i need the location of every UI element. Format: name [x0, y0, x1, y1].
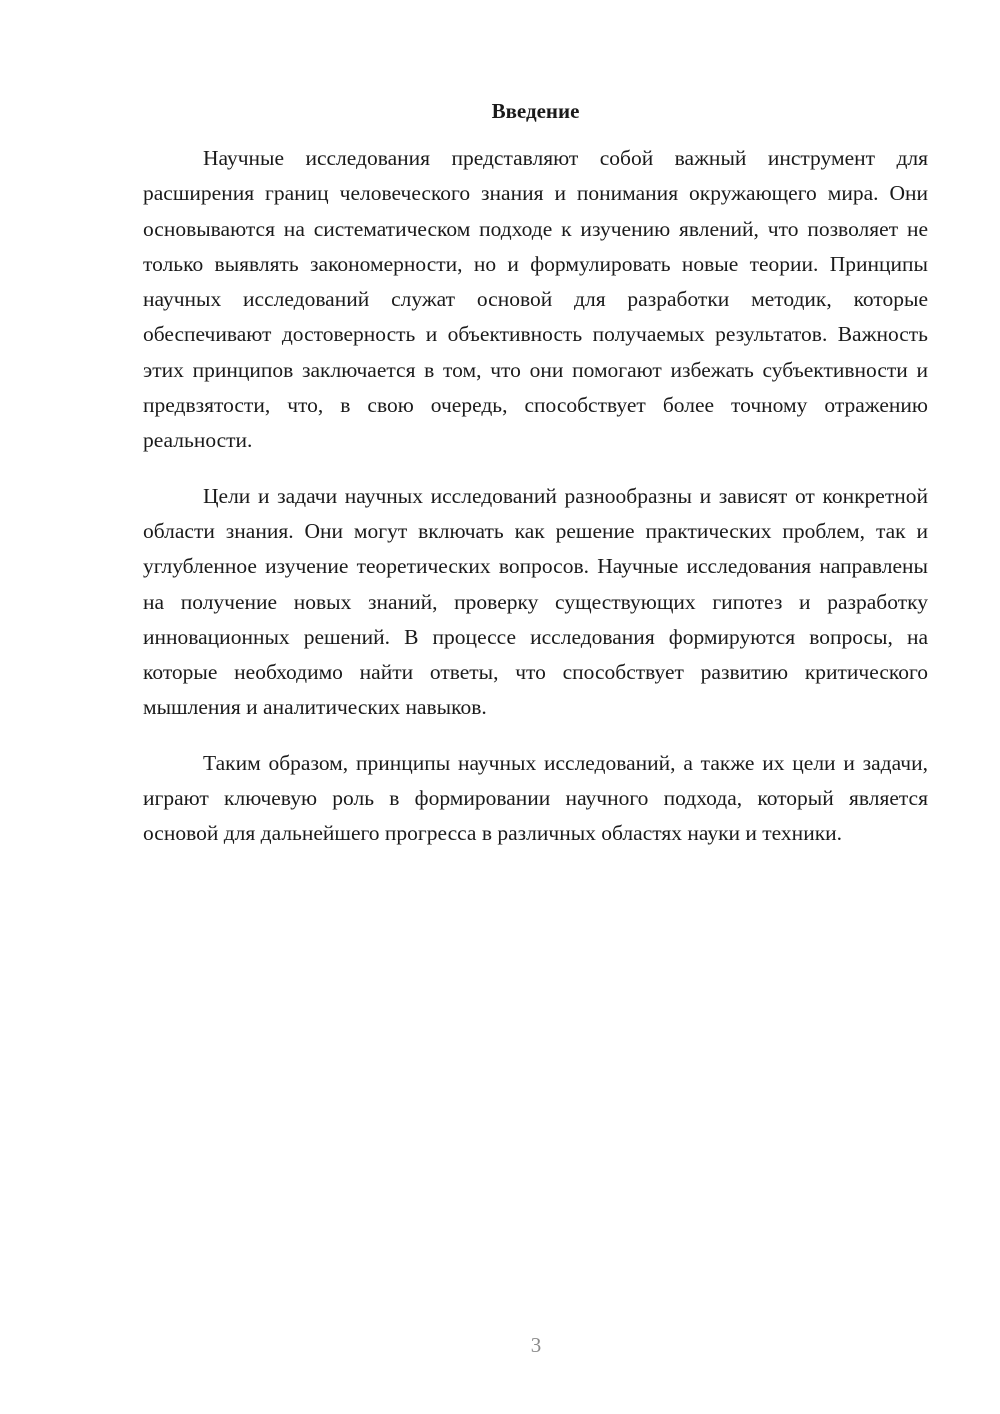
paragraph-2: Цели и задачи научных исследований разнообразны и зависят от конкретной области знания. Они могут включать как решение практических проблем, так и углубленное изучение теоретических вопросов. Научные исследования направлены на получение новых знаний, проверку существующих гипотез и разработку инновационных решений. В процессе исследования формируются вопросы, на которые необходимо найти ответы, что способствует развитию критического мышления и аналитических навыков. — [143, 483, 928, 720]
paragraph-3: Таким образом, принципы научных исследований, а также их цели и задачи, играют ключевую роль в формировании научного подхода, который является основой для дальнейшего прогресса в различных областях науки и техники. — [143, 750, 928, 846]
page-number: 3 — [530, 1333, 542, 1357]
section-heading: Введение — [491, 99, 580, 123]
page-content — [143, 94, 928, 872]
paragraph-1: Научные исследования представляют собой важный инструмент для расширения границ человеческого знания и понимания окружающего мира. Они основываются на систематическом подходе к изучению явлений, что позволяет не только выявлять закономерности, но и формулировать новые теории. Принципы научных исследований служат основой для разработки методик, которые обеспечивают достоверность и объективность получаемых результатов. Важность этих принципов заключается в том, что они помогают избежать субъективности и предвзятости, что, в свою очередь, способствует более точному отражению реальности. — [143, 146, 928, 453]
